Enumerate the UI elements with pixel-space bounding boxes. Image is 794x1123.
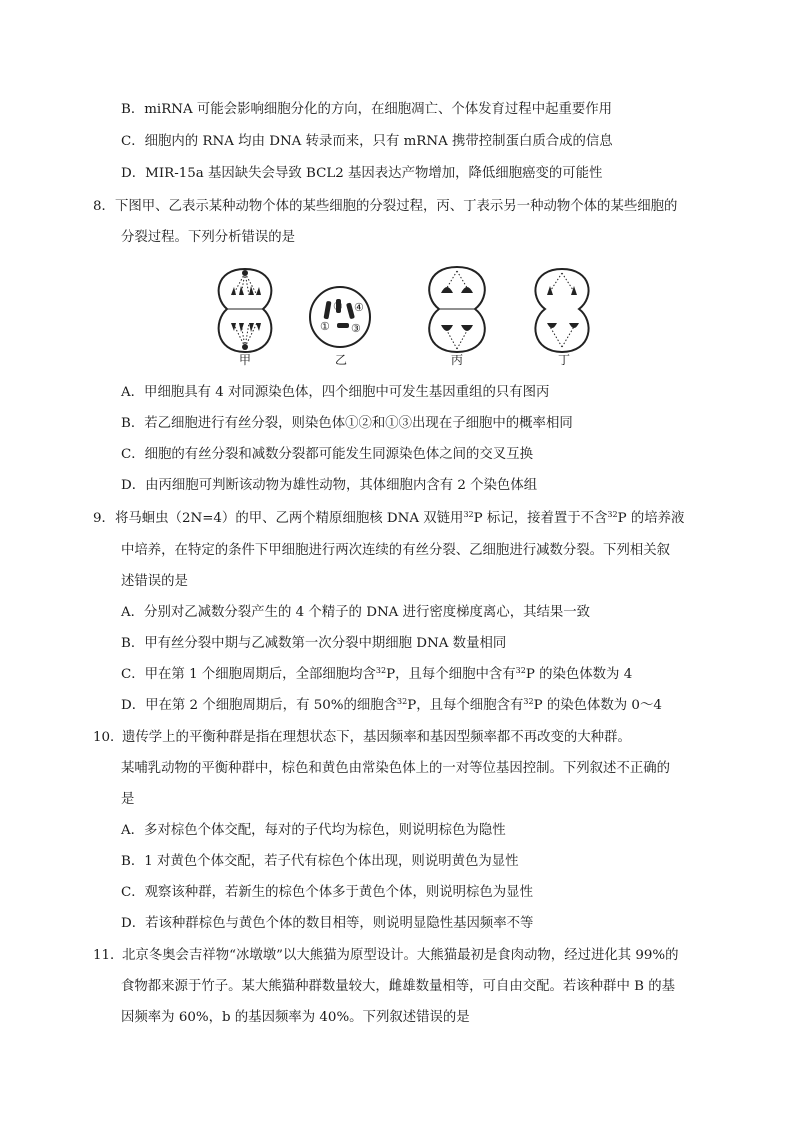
isotope-superscript: 32 (523, 697, 534, 706)
q10-option-c: C．观察该种群，若新生的棕色个体多于黄色个体，则说明棕色为显性 (121, 885, 533, 900)
q9-option-d-text-b: P，且每个细胞含有 (407, 698, 524, 713)
label-yi: 乙 (335, 353, 348, 367)
q8-stem-line1: 下图甲、乙表示某种动物个体的某些细胞的分裂过程，丙、丁表示另一种动物个体的某些细胞的 (115, 199, 678, 214)
q9-option-b: B．甲有丝分裂中期与乙减数第一次分裂中期细胞 DNA 数量相同 (121, 636, 507, 651)
q9-option-d (121, 696, 662, 716)
q8-stem-line2: 分裂过程。下列分析错误的是 (121, 230, 296, 245)
isotope-superscript: 32 (515, 666, 526, 675)
q10-option-d: D．若该种群棕色与黄色个体的数目相等，则说明显隐性基因频率不等 (121, 916, 534, 931)
q9-option-c-text-b: P，且每个细胞中含有 (386, 667, 516, 682)
q8-option-d: D．由丙细胞可判断该动物为雄性动物，其体细胞内含有 2 个染色体组 (121, 478, 538, 493)
chromosome-mark-3: ③ (351, 322, 361, 335)
q9-option-c (121, 665, 632, 685)
isotope-superscript: 32 (375, 666, 387, 675)
q11-stem-line2: 食物都来源于竹子。某大熊猫种群数量较大，雌雄数量相等，可自由交配。若该种群中 B 的基 (121, 979, 675, 994)
cell-bing (429, 267, 485, 352)
isotope-superscript: 32 (463, 510, 474, 519)
q10-stem-line1: 遗传学上的平衡种群是指在理想状态下，基因频率和基因型频率都不再改变的大种群。 (122, 730, 631, 745)
isotope-superscript: 32 (397, 697, 408, 706)
cell-division-figure (205, 257, 605, 369)
q9-stem-line2: 中培养，在特定的条件下甲细胞进行两次连续的有丝分裂、乙细胞进行减数分裂。下列相关叙 (121, 543, 671, 558)
q9-option-c-text-a: C．甲在第 1 个细胞周期后，全部细胞均含 (121, 667, 376, 682)
q9-stem-text-a: 将马蛔虫（2N=4）的甲、乙两个精原细胞核 DNA 双链用 (115, 511, 464, 526)
cell-yi (310, 287, 370, 347)
q9-option-a: A．分别对乙减数分裂产生的 4 个精子的 DNA 进行密度梯度离心，其结果一致 (121, 605, 591, 620)
q7-option-d: D．MIR-15a 基因缺失会导致 BCL2 基因表达产物增加，降低细胞癌变的可能性 (121, 166, 603, 181)
q9-stem-line1 (115, 509, 684, 529)
q9-option-d-text-a: D．甲在第 2 个细胞周期后，有 50%的细胞含 (121, 698, 398, 713)
q9-stem-line3: 述错误的是 (121, 574, 188, 589)
q8-option-a: A．甲细胞具有 4 对同源染色体，四个细胞中可发生基因重组的只有图丙 (121, 385, 550, 400)
q10-stem-line3: 是 (121, 792, 135, 807)
q10-option-a: A．多对棕色个体交配，每对的子代均为棕色，则说明棕色为隐性 (121, 823, 506, 838)
isotope-superscript: 32 (607, 510, 618, 519)
q9-stem-text-c: P 的培养液 (617, 511, 685, 526)
q9-number: 9． (93, 511, 115, 526)
q11-stem-line1: 北京冬奥会吉祥物“冰墩墩”以大熊猫为原型设计。大熊猫最初是食肉动物，经过进化其 99%的 (122, 948, 679, 963)
q7-option-b: B．miRNA 可能会影响细胞分化的方向，在细胞凋亡、个体发育过程中起重要作用 (121, 102, 613, 117)
label-bing: 丙 (451, 353, 464, 367)
q9-option-d-text-c: P 的染色体数为 0～4 (533, 698, 662, 713)
q11-number: 11． (93, 948, 124, 963)
q7-option-c: C．细胞内的 RNA 均由 DNA 转录而来，只有 mRNA 携带控制蛋白质合成的信息 (121, 134, 613, 149)
q9-stem-text-b: P 标记，接着置于不含 (473, 511, 608, 526)
cell-division-diagram (205, 257, 605, 369)
q11-stem-line3: 因频率为 60%，b 的基因频率为 40%。下列叙述错误的是 (121, 1010, 470, 1025)
cell-jia (219, 269, 272, 352)
q10-stem-line2: 某哺乳动物的平衡种群中，棕色和黄色由常染色体上的一对等位基因控制。下列叙述不正确的 (121, 761, 671, 776)
q8-option-c: C．细胞的有丝分裂和减数分裂都可能发生同源染色体之间的交叉互换 (121, 447, 533, 462)
q8-number: 8． (93, 199, 115, 214)
label-jia: 甲 (239, 353, 252, 367)
chromosome-mark-4: ④ (354, 301, 364, 314)
label-ding: 丁 (558, 353, 571, 367)
q10-option-b: B．1 对黄色个体交配，若子代有棕色个体出现，则说明黄色为显性 (121, 854, 519, 869)
chromosome-mark-1: ① (320, 320, 330, 333)
q9-option-c-text-c: P 的染色体数为 4 (525, 667, 633, 682)
cell-ding (535, 269, 588, 352)
q10-number: 10． (93, 730, 124, 745)
chromosome-mark-2: ② (333, 300, 343, 313)
q8-option-b: B．若乙细胞进行有丝分裂，则染色体①②和①③出现在子细胞中的概率相同 (121, 416, 573, 431)
